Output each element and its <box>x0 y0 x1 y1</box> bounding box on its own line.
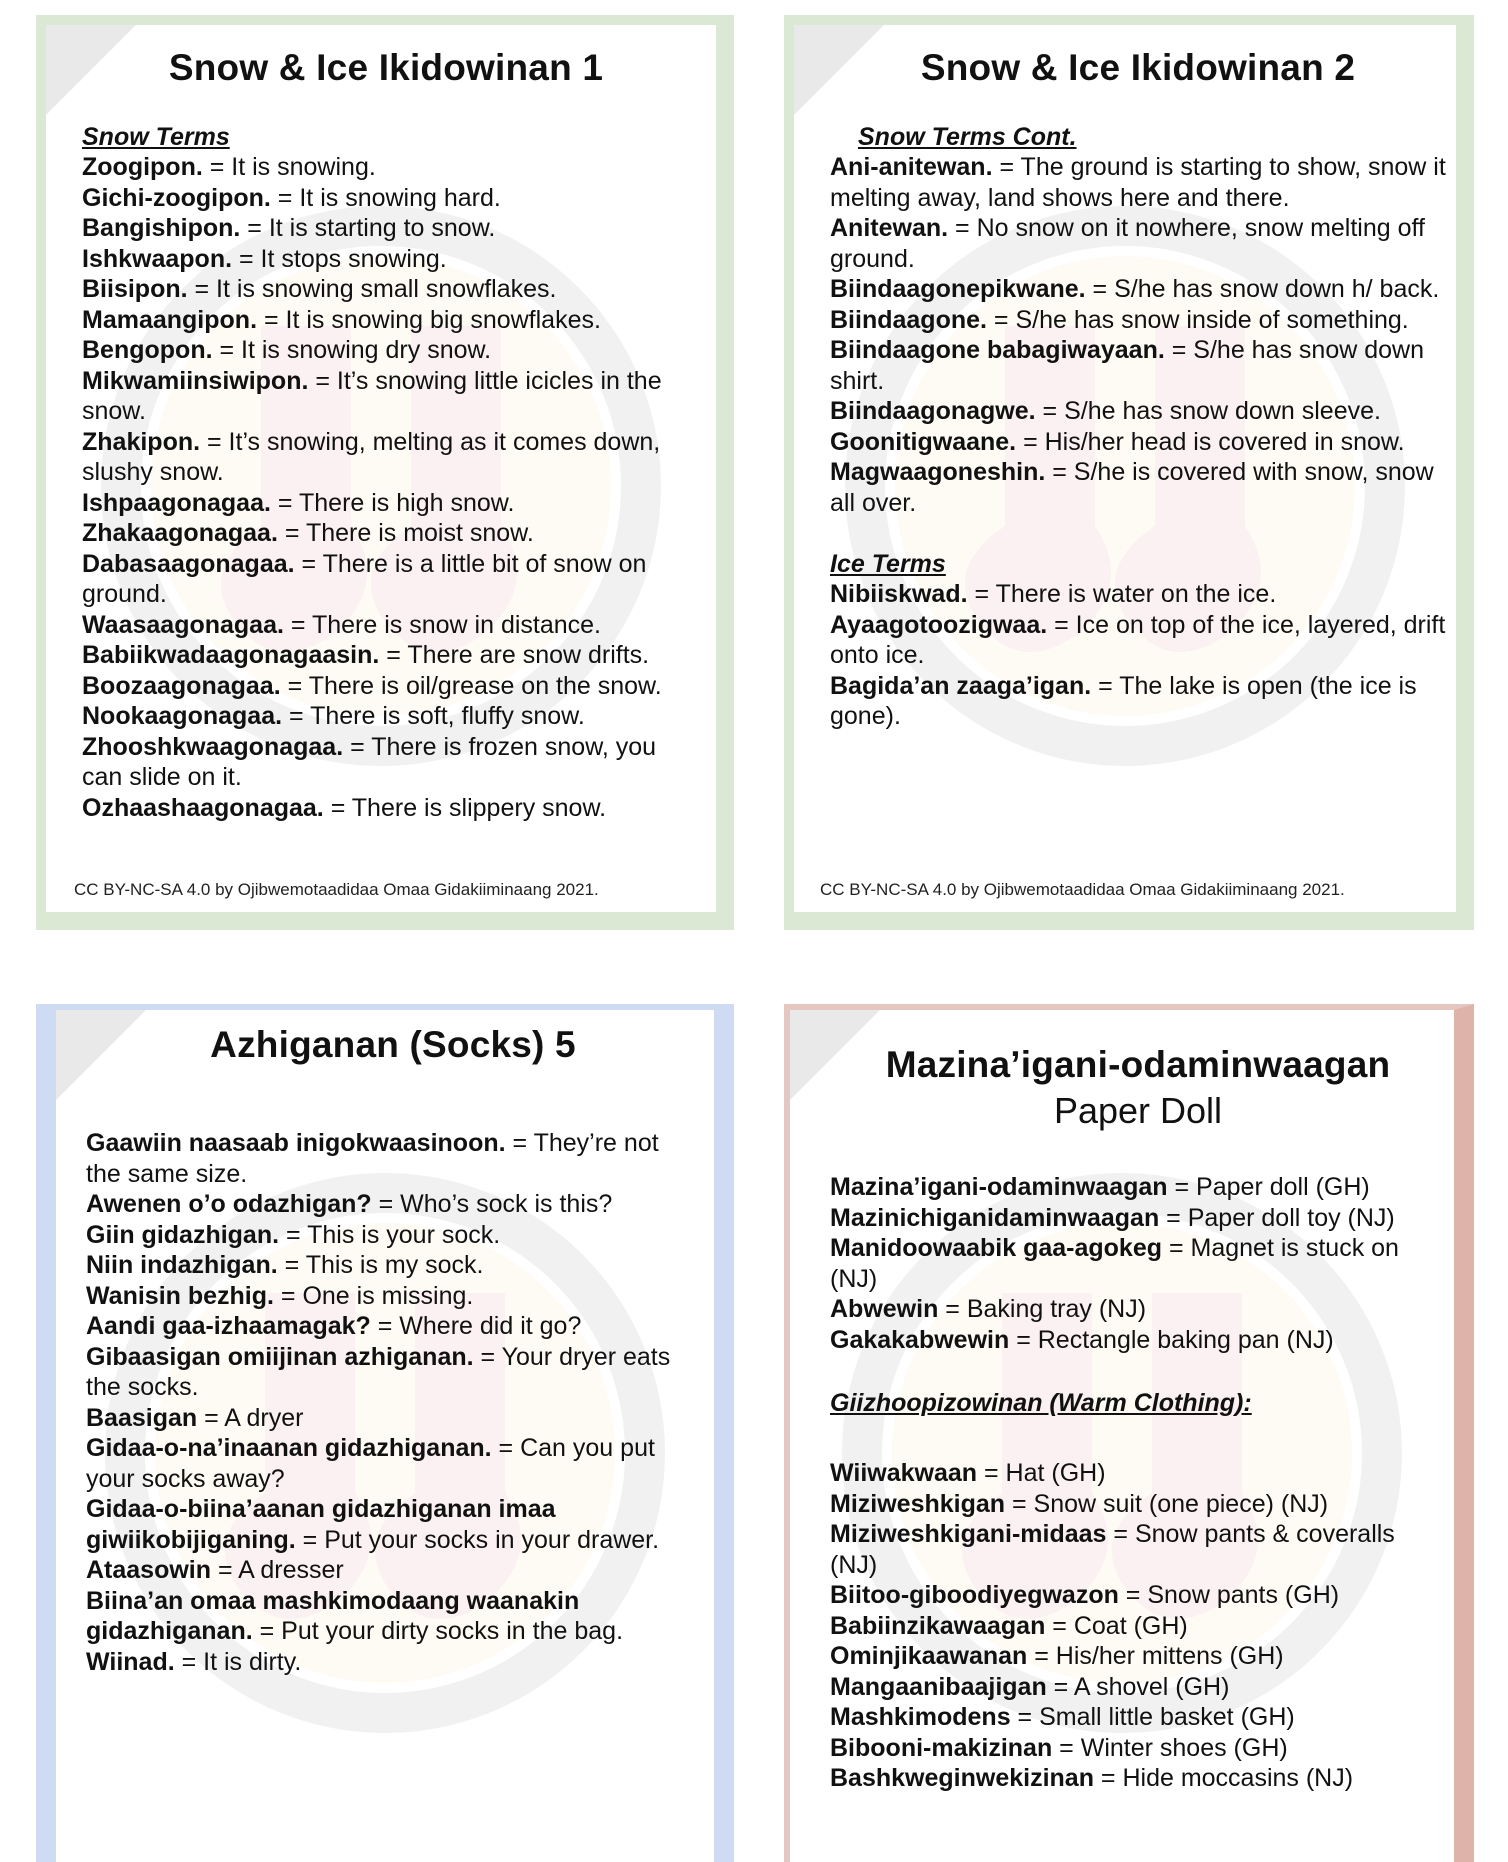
term-entry <box>830 1733 1446 1764</box>
term-definition: = It’s snowing, melting as it comes down, slushy snow. <box>82 427 661 486</box>
term-word: Awenen o’o odazhigan? <box>86 1190 372 1218</box>
term-entry <box>86 1342 700 1403</box>
term-entry <box>830 1519 1446 1580</box>
term-word: Baasigan <box>86 1403 198 1432</box>
term-definition: = There is slippery snow. <box>323 793 607 822</box>
term-definition: = There is soft, fluffy snow. <box>282 702 585 730</box>
license-footer: CC BY-NC-SA 4.0 by Ojibwemotaadidaa Omaa Gidakiiminaang 2021. <box>820 880 1345 899</box>
term-word: Bashkweginwekizinan <box>830 1764 1094 1792</box>
term-definition: = It’s snowing little icicles in the snow. <box>82 366 662 425</box>
term-definition: = This is your sock. <box>279 1220 501 1249</box>
term-entry <box>82 274 690 305</box>
term-entry <box>830 396 1446 427</box>
card-socks <box>36 1004 734 1862</box>
term-word: Dabasaagonagaa. <box>82 549 295 578</box>
term-entry <box>830 1580 1446 1611</box>
term-definition: = There are snow drifts. <box>379 641 650 669</box>
term-word: Gakakabwewin <box>830 1325 1010 1354</box>
term-definition: = Paper doll toy (NJ) <box>1159 1203 1395 1232</box>
term-entry <box>82 671 690 702</box>
term-entry <box>82 488 690 519</box>
term-entry <box>830 1702 1446 1733</box>
term-entry <box>82 244 690 275</box>
term-entry <box>86 1555 700 1586</box>
term-entry <box>82 701 690 732</box>
term-word: Aandi gaa-izhaamagak? <box>86 1312 371 1340</box>
term-definition: = The ground is starting to show, snow it melting away, land shows here and there. <box>830 153 1446 212</box>
card-title: Snow & Ice Ikidowinan 2 <box>920 47 1356 88</box>
term-word: Gidaa-o-biina’aanan gidazhiganan imaa giwiikobijiganing. <box>86 1495 556 1554</box>
term-definition: = The lake is open (the ice is gone). <box>830 671 1417 730</box>
term-entry <box>82 305 690 336</box>
term-list <box>86 1128 700 1677</box>
term-definition: = One is missing. <box>273 1281 474 1310</box>
term-word: Manidoowaabik gaa-agokeg <box>830 1234 1163 1262</box>
term-entry <box>830 1611 1446 1642</box>
term-definition: = Snow suit (one piece) (NJ) <box>1005 1489 1329 1518</box>
term-entry <box>830 1672 1446 1703</box>
term-entry <box>830 427 1446 458</box>
term-entry <box>830 671 1446 732</box>
term-entry <box>82 610 690 641</box>
term-entry <box>82 640 690 671</box>
term-word: Mazina’igani-odaminwaagan <box>830 1173 1168 1201</box>
term-definition: = Put your dirty socks in the bag. <box>252 1617 624 1645</box>
term-word: Goonitigwaane. <box>830 427 1017 456</box>
term-word: Mangaanibaajigan <box>830 1672 1047 1701</box>
term-entry <box>830 610 1446 671</box>
term-definition: = This is my sock. <box>277 1251 484 1279</box>
term-entry <box>82 793 690 824</box>
term-entry <box>830 1763 1446 1794</box>
term-word: Niin indazhigan. <box>86 1251 278 1279</box>
term-definition: = It is snowing dry snow. <box>212 336 492 364</box>
term-list <box>82 152 690 823</box>
term-definition: = Magnet is stuck on (NJ) <box>830 1234 1399 1293</box>
term-word: Zoogipon. <box>82 153 203 181</box>
term-word: Gichi-zoogipon. <box>82 183 271 212</box>
term-definition: = It is dirty. <box>174 1647 302 1676</box>
term-definition: = S/he has snow inside of something. <box>986 305 1409 334</box>
term-definition: = S/he has snow down h/ back. <box>1085 275 1440 303</box>
term-entry <box>86 1189 700 1220</box>
term-definition: = S/he has snow down shirt. <box>830 336 1425 395</box>
term-word: Ayaagotoozigwaa. <box>830 610 1048 639</box>
card-snow-ice-2 <box>784 15 1474 930</box>
term-entry <box>82 549 690 610</box>
term-definition: = There is oil/grease on the snow. <box>280 671 662 700</box>
term-entry <box>82 518 690 549</box>
term-word: Magwaagoneshin. <box>830 458 1046 486</box>
term-definition: = It is starting to snow. <box>240 214 496 242</box>
term-definition: = Your dryer eats the socks. <box>86 1342 671 1401</box>
term-entry <box>82 366 690 427</box>
term-definition: = No snow on it nowhere, snow melting off ground. <box>830 214 1425 273</box>
term-entry <box>82 213 690 244</box>
term-definition: = There is a little bit of snow on ground. <box>82 549 647 608</box>
term-word: Nookaagonagaa. <box>82 702 283 730</box>
term-word: Miziweshkigan <box>830 1489 1006 1518</box>
term-definition: = Hide moccasins (NJ) <box>1093 1764 1354 1792</box>
term-definition: = There is high snow. <box>270 488 515 517</box>
term-word: Ozhaashaagonagaa. <box>82 793 324 822</box>
term-entry <box>830 1294 1446 1325</box>
term-definition: = Coat (GH) <box>1045 1611 1188 1640</box>
term-definition: = Paper doll (GH) <box>1167 1173 1370 1201</box>
term-definition: = S/he is covered with snow, snow all over. <box>830 458 1434 517</box>
term-definition: = Snow pants (GH) <box>1118 1581 1340 1609</box>
term-definition: = Where did it go? <box>370 1312 582 1340</box>
term-entry <box>830 457 1446 518</box>
term-definition: = There is water on the ice. <box>967 580 1277 608</box>
card-paper-doll <box>784 1004 1474 1862</box>
term-entry <box>86 1494 700 1555</box>
term-word: Nibiiskwad. <box>830 580 968 608</box>
term-entry <box>82 732 690 793</box>
term-list <box>830 1172 1446 1355</box>
term-definition: = There is moist snow. <box>277 519 534 547</box>
term-entry <box>830 1172 1446 1203</box>
term-word: Abwewin <box>830 1295 939 1323</box>
term-word: Zhakipon. <box>82 427 201 456</box>
term-list <box>830 152 1446 518</box>
term-definition: = Snow pants & coveralls (NJ) <box>830 1520 1395 1579</box>
term-word: Ominjikaawanan <box>830 1642 1028 1670</box>
term-entry <box>82 427 690 488</box>
term-word: Gibaasigan omiijinan azhiganan. <box>86 1342 474 1371</box>
term-entry <box>830 579 1446 610</box>
term-definition: = A shovel (GH) <box>1046 1672 1230 1701</box>
term-definition: = It is snowing. <box>202 153 376 181</box>
term-word: Bengopon. <box>82 336 213 364</box>
term-entry <box>830 274 1446 305</box>
term-entry <box>830 152 1446 213</box>
term-word: Mamaangipon. <box>82 305 258 334</box>
term-word: Ishkwaapon. <box>82 244 233 273</box>
term-word: Biindaagonagwe. <box>830 397 1036 425</box>
term-definition: = There is frozen snow, you can slide on it. <box>82 732 657 791</box>
license-footer: CC BY-NC-SA 4.0 by Ojibwemotaadidaa Omaa Gidakiiminaang 2021. <box>74 880 599 899</box>
term-definition: = S/he has snow down sleeve. <box>1035 397 1381 425</box>
term-entry <box>830 1489 1446 1520</box>
term-definition: = It is snowing big snowflakes. <box>257 305 601 334</box>
term-word: Mashkimodens <box>830 1703 1011 1731</box>
term-word: Giin gidazhigan. <box>86 1220 280 1249</box>
term-entry <box>86 1128 700 1189</box>
term-entry <box>86 1433 700 1494</box>
term-word: Mazinichiganidaminwaagan <box>830 1203 1160 1232</box>
term-word: Gaawiin naasaab inigokwaasinoon. <box>86 1129 506 1157</box>
card-snow-ice-1 <box>36 15 734 930</box>
term-list <box>830 1458 1446 1794</box>
term-entry <box>830 213 1446 274</box>
term-entry <box>86 1403 700 1434</box>
term-word: Biindaagonepikwane. <box>830 275 1086 303</box>
term-definition: = Small little basket (GH) <box>1010 1703 1295 1731</box>
term-word: Biisipon. <box>82 275 188 303</box>
section-title-snow-terms: Snow Terms <box>82 123 230 151</box>
term-entry <box>830 1641 1446 1672</box>
term-word: Ataasowin <box>86 1556 212 1584</box>
term-word: Mikwamiinsiwipon. <box>82 366 309 395</box>
card-title: Mazina’igani-odaminwaagan <box>885 1044 1391 1085</box>
term-definition: = Hat (GH) <box>977 1459 1106 1487</box>
term-entry <box>86 1586 700 1647</box>
term-word: Bangishipon. <box>82 214 241 242</box>
section-title-snow-terms-cont: Snow Terms Cont. <box>858 123 1077 151</box>
term-word: Waasaagonagaa. <box>82 610 284 639</box>
term-definition: = Can you put your socks away? <box>86 1434 655 1493</box>
term-word: Bibooni-makizinan <box>830 1733 1053 1762</box>
term-definition: = His/her head is covered in snow. <box>1016 427 1405 456</box>
term-word: Zhakaagonagaa. <box>82 519 278 547</box>
term-definition: = Winter shoes (GH) <box>1052 1733 1288 1762</box>
card-title: Snow & Ice Ikidowinan 1 <box>168 47 604 88</box>
section-title-ice-terms: Ice Terms <box>830 550 946 578</box>
term-entry <box>830 1203 1446 1234</box>
section-title-warm-clothing: Giizhoopizowinan (Warm Clothing): <box>830 1389 1252 1417</box>
term-word: Wiiwakwaan <box>830 1459 978 1487</box>
term-definition: = It is snowing small snowflakes. <box>187 275 557 303</box>
term-definition: = His/her mittens (GH) <box>1027 1642 1284 1670</box>
card-subtitle: Paper Doll <box>1053 1090 1223 1131</box>
term-word: Biindaagone babagiwayaan. <box>830 336 1165 364</box>
term-definition: = Ice on top of the ice, layered, drift onto ice. <box>830 610 1446 669</box>
term-word: Gidaa-o-na’inaanan gidazhiganan. <box>86 1434 492 1462</box>
term-definition: = Who’s sock is this? <box>371 1190 613 1218</box>
term-entry <box>86 1281 700 1312</box>
term-word: Anitewan. <box>830 214 949 242</box>
term-entry <box>830 1458 1446 1489</box>
term-word: Biindaagone. <box>830 305 987 334</box>
term-entry <box>830 1325 1446 1356</box>
term-definition: = A dresser <box>211 1556 344 1584</box>
term-entry <box>82 152 690 183</box>
term-word: Babiikwadaagonagaasin. <box>82 641 380 669</box>
card-title: Azhiganan (Socks) 5 <box>210 1024 576 1065</box>
term-word: Babiinzikawaagan <box>830 1611 1046 1640</box>
term-word: Wanisin bezhig. <box>86 1281 274 1310</box>
term-entry <box>86 1311 700 1342</box>
term-word: Ishpaagonagaa. <box>82 488 271 517</box>
term-entry <box>830 335 1446 396</box>
term-word: Miziweshkigani-midaas <box>830 1520 1107 1548</box>
term-definition: = Put your socks in your drawer. <box>295 1525 660 1554</box>
term-word: Boozaagonagaa. <box>82 671 281 700</box>
term-word: Biitoo-giboodiyegwazon <box>830 1581 1119 1609</box>
term-definition: = There is snow in distance. <box>283 610 602 639</box>
term-entry <box>830 1233 1446 1294</box>
term-definition: = It is snowing hard. <box>270 183 501 212</box>
term-entry <box>82 183 690 214</box>
term-word: Zhooshkwaagonagaa. <box>82 732 344 761</box>
term-entry <box>830 305 1446 336</box>
term-word: Bagida’an zaaga’igan. <box>830 671 1092 700</box>
term-entry <box>86 1647 700 1678</box>
term-definition: = It stops snowing. <box>232 244 447 273</box>
term-list <box>830 579 1446 732</box>
term-word: Biina’an omaa mashkimodaang waanakin gidazhiganan. <box>86 1586 580 1645</box>
term-word: Ani-anitewan. <box>830 153 993 181</box>
term-definition: = Baking tray (NJ) <box>938 1295 1147 1323</box>
term-word: Wiinad. <box>86 1647 175 1676</box>
term-definition: = They’re not the same size. <box>86 1129 659 1188</box>
term-entry <box>86 1220 700 1251</box>
term-entry <box>86 1250 700 1281</box>
term-definition: = Rectangle baking pan (NJ) <box>1009 1325 1334 1354</box>
term-entry <box>82 335 690 366</box>
term-definition: = A dryer <box>197 1403 304 1432</box>
